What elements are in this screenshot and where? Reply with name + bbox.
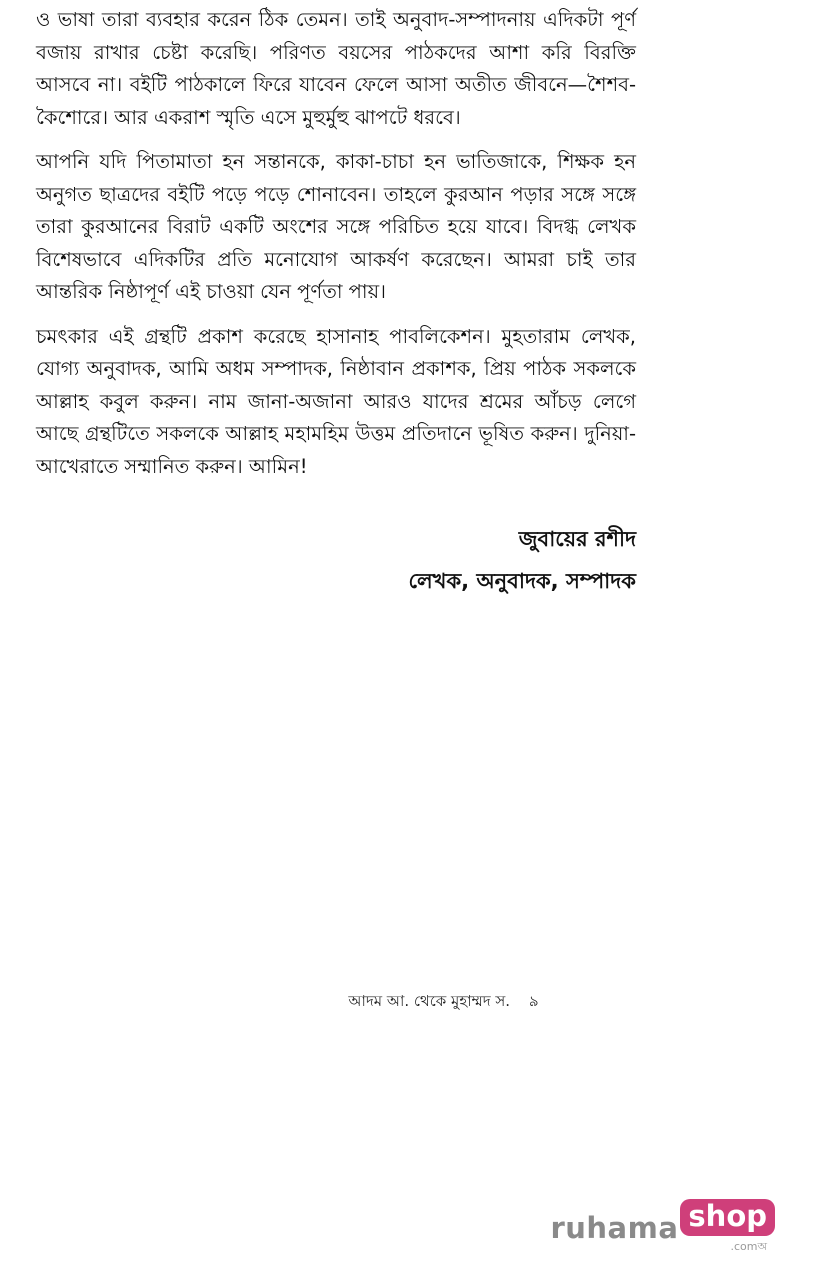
signature-block (409, 522, 636, 598)
watermark-word-left: ruhama (550, 1211, 679, 1245)
paragraph: আপনি যদি পিতামাতা হন সন্তানকে, কাকা-চাচা হন ভাতিজাকে, শিক্ষক হন অনুগত ছাত্রদের বইটি পড়ে পড়ে শোনাবেন। তাহলে কুরআন পড়ার সঙ্গে সঙ্গে তারা কুরআনের বিরাট একটি অংশের সঙ্গে পরিচিত হয়ে যাবে। বিদগ্ধ লেখক বিশেষভাবে এদিকটির প্রতি মনোযোগ আকর্ষণ করেছেন। আমরা চাই তার আন্তরিক নিষ্ঠাপূর্ণ এই চাওয়া যেন পূর্ণতা পায়। (36, 150, 636, 303)
signature-name: জুবায়ের রশীদ (518, 527, 636, 551)
paragraph: চমৎকার এই গ্রন্থটি প্রকাশ করেছে হাসানাহ পাবলিকেশন। মুহতারাম লেখক, যোগ্য অনুবাদক, আমি অধম সম্পাদক, নিষ্ঠাবান প্রকাশক, প্রিয় পাঠক সকলকে আল্লাহ কবুল করুন। নাম জানা-অজানা আরও যাদের শ্রমের আঁচড় লেগে আছে গ্রন্থটিতে সকলকে আল্লাহ মহামহিম উত্তম প্রতিদানে ভূষিত করুন। দুনিয়া-আখেরাতে সম্মানিত করুন। আমিন! (36, 324, 636, 478)
page-footer (0, 990, 825, 1015)
page-body (36, 4, 636, 495)
watermark-logo (550, 1199, 775, 1257)
watermark-suffix: .comঅ (730, 1240, 767, 1253)
page-number: ৯ (528, 992, 539, 1010)
watermark-word-right: shop (680, 1199, 775, 1236)
paragraph: ও ভাষা তারা ব্যবহার করেন ঠিক তেমন। তাই অনুবাদ-সম্পাদনায় এদিকটা পূর্ণ বজায় রাখার চেষ্টা করেছি। পরিণত বয়সের পাঠকদের আশা করি বিরক্তি আসবে না। বইটি পাঠকালে ফিরে যাবেন ফেলে আসা অতীত জীবনে—শৈশব-কৈশোরে। আর একরাশ স্মৃতি এসে মুহুর্মুহু ঝাপটে ধরবে। (36, 8, 636, 129)
watermark-badge (680, 1199, 775, 1257)
running-footer-title: আদম আ. থেকে মুহাম্মদ স. (348, 992, 511, 1010)
signature-role: লেখক, অনুবাদক, সম্পাদক (408, 569, 636, 593)
